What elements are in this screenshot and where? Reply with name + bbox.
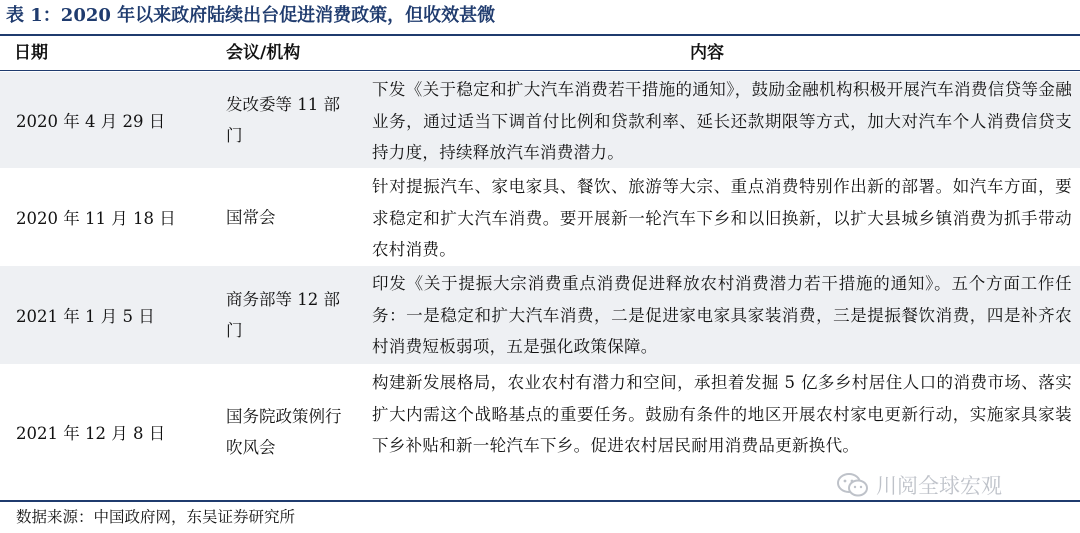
wechat-icon: [836, 472, 870, 498]
watermark: [836, 470, 1002, 500]
row-org: 国常会: [226, 207, 276, 227]
row-date: 2021 年 1 月 5 日: [16, 307, 155, 326]
bottom-rule: [0, 500, 1080, 502]
row-content: 针对提振汽车、家电家具、餐饮、旅游等大宗、重点消费特别作出新的部署。如汽车方面，要求稳定和扩大汽车消费。要开展新一轮汽车下乡和以旧换新，以扩大县城乡镇消费为抓手带动农村消费。: [372, 177, 1072, 259]
row-org: 商务部等 12 部门: [226, 290, 340, 340]
row-org: 发改委等 11 部门: [226, 95, 340, 145]
header-date: 日期: [14, 43, 48, 63]
table-row: [0, 266, 1080, 365]
header-content: 内容: [690, 43, 724, 63]
table-body: [0, 72, 1080, 500]
row-content: 下发《关于稳定和扩大汽车消费若干措施的通知》，鼓励金融机构积极开展汽车消费信贷等金融业务，通过适当下调首付比例和贷款利率、延长还款期限等方式，加大对汽车个人消费信贷支持力度，持续释放汽车消费潜力。: [372, 80, 1072, 162]
row-content: 构建新发展格局，农业农村有潜力和空间，承担着发掘 5 亿多乡村居住人口的消费市场、落实扩大内需这个战略基点的重要任务。鼓励有条件的地区开展农村家电更新行动，实施家具家装下乡补贴和新一轮汽车下乡。促进农村居民耐用消费品更新换代。: [372, 373, 1072, 455]
row-date: 2020 年 11 月 18 日: [16, 209, 176, 228]
row-date: 2020 年 4 月 29 日: [16, 112, 166, 131]
table-header: [0, 36, 1080, 71]
row-date: 2021 年 12 月 8 日: [16, 424, 166, 443]
table-title: 表 1：2020 年以来政府陆续出台促进消费政策，但收效甚微: [6, 5, 496, 26]
header-org: 会议/机构: [226, 43, 301, 63]
table-row: [0, 72, 1080, 169]
row-content: 印发《关于提振大宗消费重点消费促进释放农村消费潜力若干措施的通知》。五个方面工作任务：一是稳定和扩大汽车消费，二是促进家电家具家装消费，三是提振餐饮消费，四是补齐农村消费短板弱项，五是强化政策保障。: [372, 274, 1072, 356]
watermark-text: 川阅全球宏观: [876, 474, 1002, 498]
row-org: 国务院政策例行吹风会: [226, 407, 342, 457]
table-row: [0, 169, 1080, 266]
source-note: 数据来源：中国政府网，东吴证券研究所: [16, 508, 296, 526]
